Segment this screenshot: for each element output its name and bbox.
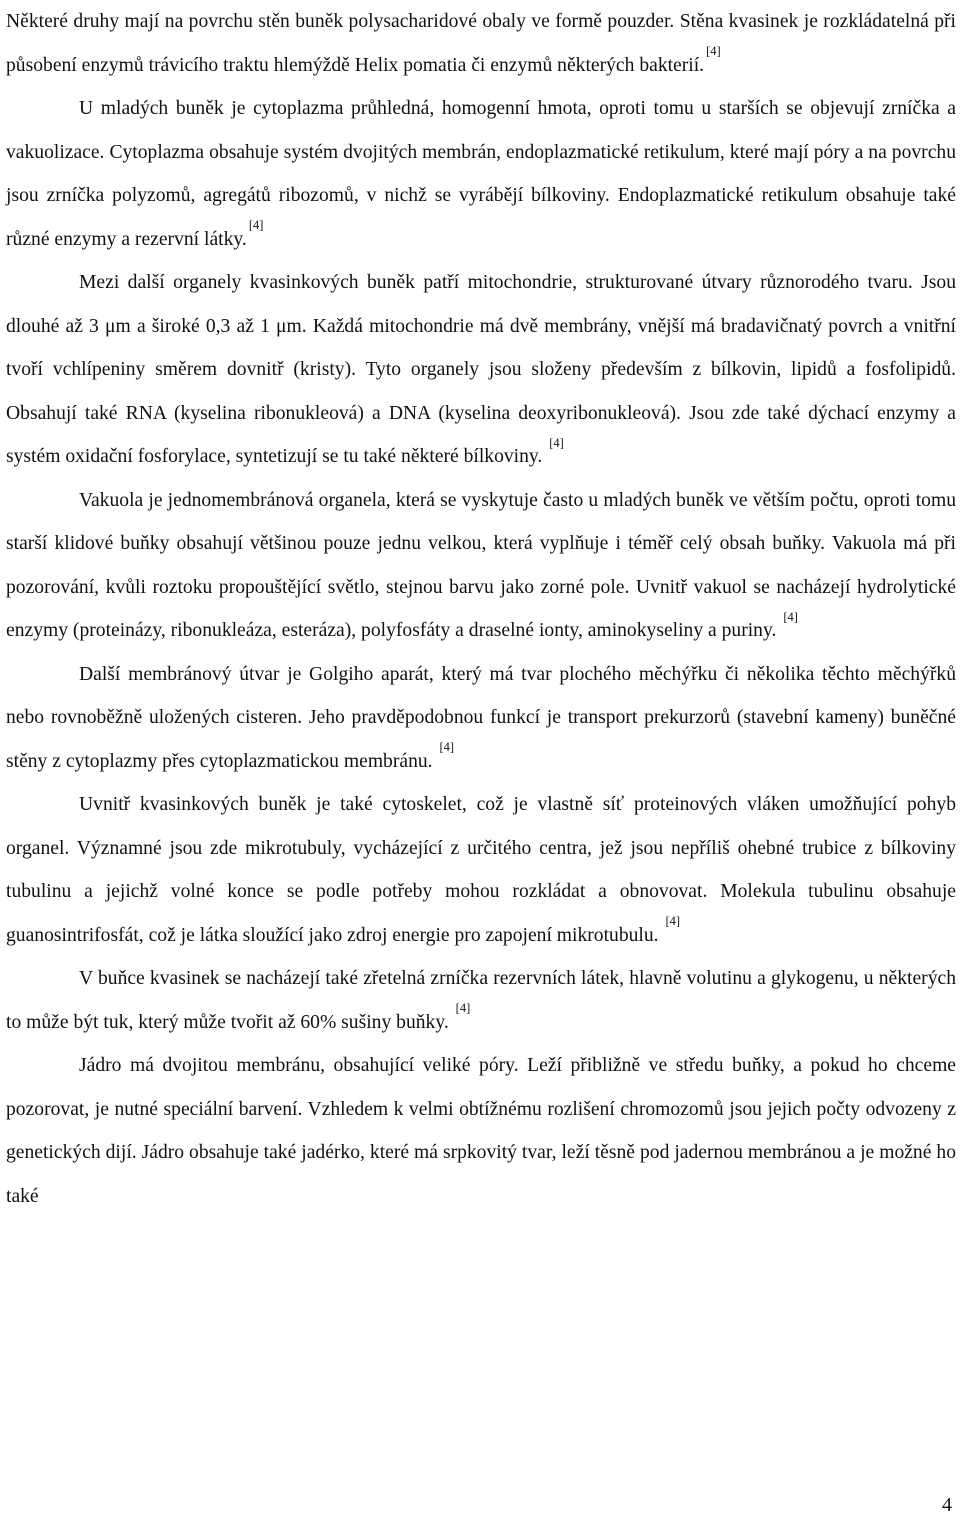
paragraph-p6 bbox=[6, 783, 956, 957]
paragraph-text: Mezi další organely kvasinkových buněk patří mitochondrie, strukturované útvary různorodého tvaru. Jsou dlouhé až 3 μm a široké 0,3 až 1 μm. Každá mitochondrie má dvě membrány, vnější má bradavičnatý povrch a vnitřní tvoří vchlípeniny směrem dovnitř (kristy). Tyto organely jsou složeny především z bílkovin, lipidů a fosfolipidů. Obsahují také RNA (kyselina ribonukleová) a DNA (kyselina deoxyribonukleová). Jsou zde také dýchací enzymy a systém oxidační fosforylace, syntetizují se tu také některé bílkoviny. bbox=[6, 272, 956, 467]
paragraph-p5 bbox=[6, 653, 956, 784]
paragraph-text: Některé druhy mají na povrchu stěn buněk polysacharidové obaly ve formě pouzder. Stěna kvasinek je rozkládatelná při působení enzymů trávicího traktu hlemýždě Helix pomatia či enzymů některých bakterií. bbox=[6, 11, 956, 76]
page-number: 4 bbox=[942, 1494, 952, 1516]
citation-ref: [4] bbox=[783, 609, 798, 624]
paragraph-p8 bbox=[6, 1044, 956, 1218]
citation-ref: [4] bbox=[248, 218, 264, 233]
citation-ref: [4] bbox=[439, 740, 455, 755]
paragraph-p7 bbox=[6, 957, 956, 1044]
paragraph-text: Další membránový útvar je Golgiho aparát, který má tvar plochého měchýřku či několika těchto měchýřků nebo rovnoběžně uložených cisteren. Jeho pravděpodobnou funkcí je transport prekurzorů (stavební kameny) buněčné stěny z cytoplazmy přes cytoplazmatickou membránu. bbox=[6, 663, 956, 772]
body-text bbox=[6, 0, 956, 1218]
paragraph-p1 bbox=[6, 0, 956, 87]
citation-ref: [4] bbox=[706, 44, 721, 59]
paragraph-text: Jádro má dvojitou membránu, obsahující veliké póry. Leží přibližně ve středu buňky, a pokud ho chceme pozorovat, je nutné speciální barvení. Vzhledem k velmi obtížnému rozlišení chromozomů jsou jejich počty odvozeny z genetických dijí. Jádro obsahuje také jadérko, které má srpkovitý tvar, leží těsně pod jadernou membránou a je možné ho také bbox=[6, 1055, 956, 1207]
paragraph-text: U mladých buněk je cytoplazma průhledná, homogenní hmota, oproti tomu u starších se objevují zrníčka a vakuolizace. Cytoplazma obsahuje systém dvojitých membrán, endoplazmatické retikulum, které mají póry a na povrchu jsou zrníčka polyzomů, agregátů ribozomů, v nichž se vyrábějí bílkoviny. Endoplazmatické retikulum obsahuje také různé enzymy a rezervní látky. bbox=[6, 98, 956, 250]
paragraph-p4 bbox=[6, 479, 956, 653]
paragraph-text: V buňce kvasinek se nacházejí také zřetelná zrníčka rezervních látek, hlavně volutinu a glykogenu, u některých to může být tuk, který může tvořit až 60% sušiny buňky. bbox=[6, 968, 956, 1033]
paragraph-text: Vakuola je jednomembránová organela, která se vyskytuje často u mladých buněk ve větším počtu, oproti tomu starší klidové buňky obsahují většinou pouze jednu velkou, která vyplňuje i téměř celý obsah buňky. Vakuola má při pozorování, kvůli roztoku propouštějící světlo, stejnou barvu jako zorné pole. Uvnitř vakuol se nacházejí hydrolytické enzymy (proteinázy, ribonukleáza, esteráza), polyfosfáty a draselné ionty, aminokyseliny a puriny. bbox=[6, 489, 956, 641]
paragraph-p3 bbox=[6, 261, 956, 479]
citation-ref: [4] bbox=[455, 1001, 471, 1016]
citation-ref: [4] bbox=[549, 435, 564, 450]
paragraph-p2 bbox=[6, 87, 956, 261]
citation-ref: [4] bbox=[665, 914, 681, 929]
paragraph-text: Uvnitř kvasinkových buněk je také cytoskelet, což je vlastně síť proteinových vláken umožňující pohyb organel. Významné jsou zde mikrotubuly, vycházející z určitého centra, jež jsou nepříliš ohebné trubice z bílkoviny tubulinu a jejichž volné konce se podle potřeby mohou rozkládat a obnovovat. Molekula tubulinu obsahuje guanosintrifosfát, což je látka sloužící jako zdroj energie pro zapojení mikrotubulu. bbox=[6, 794, 956, 946]
